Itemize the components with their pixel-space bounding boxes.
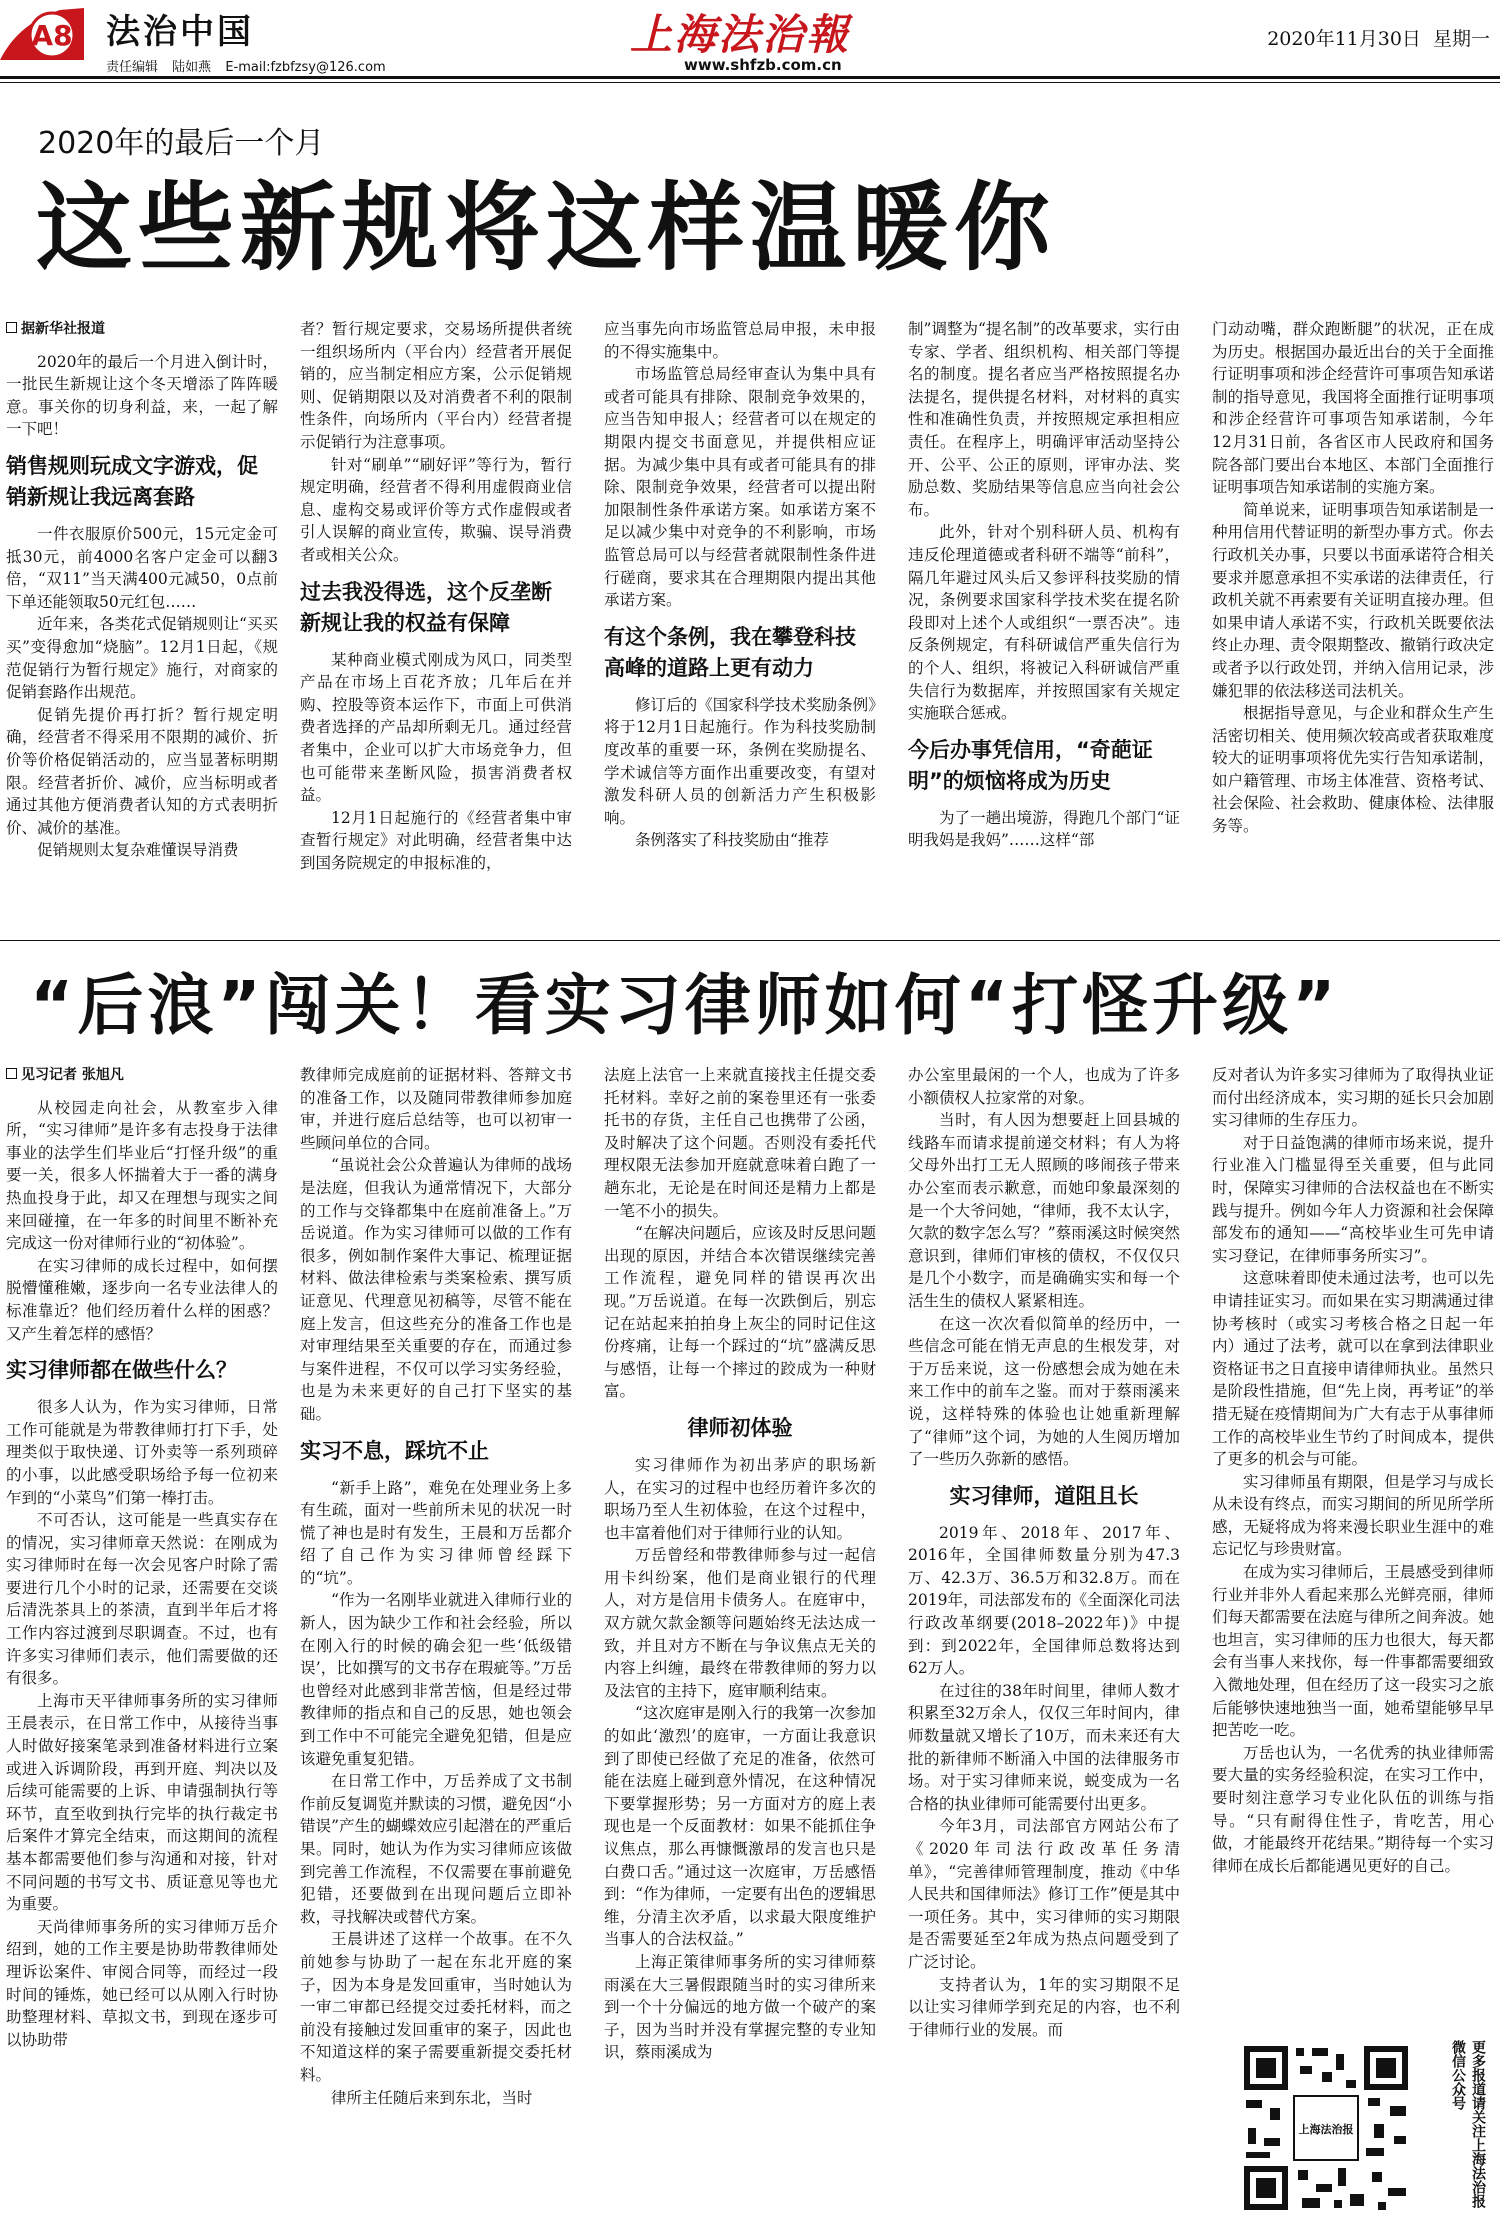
editor-line [106, 56, 396, 75]
article2-column-3 [604, 1064, 876, 2224]
paragraph: 当时，有人因为想要赶上回县城的线路车而请求提前递交材料；有人为将父母外出打工无人照顾的哆闹孩子带来办公室而表示歉意，而她印象最深刻的是一个大爷问她，“律师，我不太认字，欠款的数字怎么写？”蔡雨溪这时候突然意识到，律师们审核的债权，不仅仅只是几个小数字，而是确确实实和每一个活生生的债权人紧紧相连。 [908, 1111, 1180, 1310]
article1-column-5 [1212, 318, 1494, 928]
paragraph: 条例落实了科技奖励由“推荐 [635, 831, 829, 850]
article2-column-2 [300, 1064, 572, 2224]
subheading: 有这个条例，我在攀登科技高峰的道路上更有动力 [604, 624, 856, 680]
qr-block [1238, 2040, 1493, 2220]
editor-label: 责任编辑 [106, 60, 159, 75]
paragraph: 在过往的38年时间里，律师人数才积累至32万余人，仅仅三年时间内，律师数量就又增长了10万，而未来还有大批的新律师不断涌入中国的法律服务市场。对于实习律师来说，蜕变成为一名合格的执业律师可能需要付出更多。 [908, 1681, 1180, 1813]
paragraph: 教律师完成庭前的证据材料、答辩文书的准备工作，以及随同带教律师参加庭审，并进行庭后总结等，也可以初审一些顾问单位的合同。 [300, 1066, 572, 1152]
paragraph: 门动动嘴，群众跑断腿”的状况，正在成为历史。根据国办最近出台的关于全面推行证明事项和涉企经营许可事项告知承诺制的指导意见，我国将全面推行证明事项和涉企经营许可事项告知承诺制，今年12月31日前，各省区市人民政府和国务院各部门要出台本地区、本部门全面推行证明事项告知承诺制的实施方案。 [1212, 320, 1494, 497]
paragraph: 今年3月，司法部官方网站公布了《2020年司法行政改革任务清单》，“完善律师管理制度，推动《中华人民共和国律师法》修订工作”便是其中一项任务。其中，实习律师的实习期限是否需要延至2年成为热点问题受到了广泛讨论。 [908, 1817, 1180, 1971]
paragraph: 这意味着即使未通过法考，也可以先申请挂证实习。而如果在实习期满通过律协考核时（或实习考核合格之日起一年内）通过了法考，就可以在拿到法律职业资格证书之日直接申请律师执业。虽然只是阶段性措施，但“先上岗，再考证”的举措无疑在疫情期间为广大有志于从事律师工作的高校毕业生节约了时间成本，提供了更多的机会与可能。 [1212, 1269, 1494, 1469]
qr-center-label: 上海法治报 [1298, 2123, 1354, 2136]
paragraph: 法庭上法官一上来就直接找主任提交委托材料。幸好之前的案卷里还有一张委托书的存货，主任自己也携带了公函，及时解决了这个问题。否则没有委托代理权限无法参加开庭就意味着白跑了一趟东北，无论是在时间还是精力上都是一笔不小的损失。 [604, 1066, 876, 1220]
article2-column-5 [1212, 1064, 1494, 2032]
paragraph: 2020年的最后一个月进入倒计时，一批民生新规让这个冬天增添了阵阵暖意。事关你的切身利益，来，一起了解一下吧！ [6, 352, 278, 439]
paragraph: 反对者认为许多实习律师为了取得执业证而付出经济成本，实习期的延长只会加剧实习律师的生存压力。 [1212, 1066, 1494, 1130]
subheading: 今后办事凭信用，“奇葩证明”的烦恼将成为历史 [908, 737, 1153, 793]
article1-column-1 [6, 318, 278, 928]
subheading: 销售规则玩成文字游戏，促销新规让我远离套路 [6, 453, 258, 509]
subheading: 过去我没得选，这个反垄断新规让我的权益有保障 [300, 579, 552, 635]
paragraph: 在这一次次看似简单的经历中，一些信念可能在悄无声息的生根发芽，对于万岳来说，这一份感想会成为她在未来工作中的前车之鉴。而对于蔡雨溪来说，这样特殊的体验也让她重新理解了“律师”这个词，为她的人生阅历增加了一些历久弥新的感悟。 [908, 1314, 1180, 1469]
subheading: 实习律师，道阻且长 [949, 1483, 1139, 1508]
newspaper-name-logo: 上海法治報 [630, 10, 851, 59]
paragraph: 不可否认，这可能是一些真实存在的情况，实习律师章天然说：在刚成为实习律师时在每一次会见客户时除了需要进行几个小时的记录，还需要在交谈后清洗茶具上的茶渍，直到半年后才将工作内容过渡到尽职调查。不过，也有许多实习律师们表示，他们需要做的还有很多。 [6, 1511, 278, 1688]
paragraph: 修订后的《国家科学技术奖励条例》将于12月1日起施行。作为科技奖励制度改革的重要一环，条例在奖励提名、学术诚信等方面作出重要改变，有望对激发科研人员的创新活力产生积极影响。 [604, 695, 876, 827]
article1-column-2 [300, 318, 572, 928]
paragraph: “虽说社会公众普遍认为律师的战场是法庭，但我认为通常情况下，大部分的工作与交锋都集中在庭前准备上。”万岳说道。作为实习律师可以做的工作有很多，例如制作案件大事记、梳理证据材料、做法律检索与类案检索、撰写质证意见、代理意见初稿等，尽管不能在庭上发言，但这些充分的准备工作也是对审理结果至关重要的存在，而通过参与案件进程，不仅可以学习实务经验，也是为未来更好的自己打下坚实的基础。 [300, 1156, 572, 1423]
article1-column-3 [604, 318, 876, 928]
paragraph: 为了一趟出境游，得跑几个部门“证明我妈是我妈”……这样“部 [908, 808, 1180, 850]
article2-column-4 [908, 1064, 1180, 2224]
paragraph: 对于日益饱满的律师市场来说，提升行业准入门槛显得至关重要，但与此同时，保障实习律师的合法权益也在不断实践与提升。例如今年人力资源和社会保障部发布的通知——“高校毕业生可先申请实习登记，在律师事务所实习”。 [1212, 1133, 1494, 1265]
article1-byline: 据新华社报道 [6, 318, 278, 341]
paragraph: 万岳也认为，一名优秀的执业律师需要大量的实务经验积淀，在实习工作中，要时刻注意学习专业化队伍的训练与指导。“只有耐得住性子，肯吃苦，用心做，才能最终开花结果。”期待每一个实习律师在成长后都能遇见更好的自己。 [1212, 1743, 1494, 1875]
paragraph: 某种商业模式刚成为风口，同类型产品在市场上百花齐放；几年后在并购、控股等资本运作下，市面上可供消费者选择的产品却所剩无几。通过经营者集中，企业可以扩大市场竞争力，但也可能带来垄断风险，损害消费者权益。 [300, 650, 572, 805]
article2-byline: 见习记者 张旭凡 [6, 1064, 278, 1087]
paragraph: 根据指导意见，与企业和群众生产生活密切相关、使用频次较高或者获取难度较大的证明事项将优先实行告知承诺制，如户籍管理、市场主体准营、资格考试、社会保险、社会救助、健康体检、法律服务等。 [1212, 704, 1494, 836]
paragraph: 上海正策律师事务所的实习律师蔡雨溪在大三暑假跟随当时的实习律所来到一个十分偏远的地方做一个破产的案子，因为当时并没有掌握完整的专业知识，蔡雨溪成为 [604, 1952, 876, 2062]
article2-column-1 [6, 1064, 278, 2224]
paragraph: 促销先提价再打折？暂行规定明确，经营者不得采用不限期的减价、折价等价格促销活动的，应当显著标明期限。经营者折价、减价，应当标明或者通过其他方便消费者认知的方式表明折价、减价的基准。 [6, 705, 278, 837]
article1-column-4 [908, 318, 1180, 928]
paragraph: 此外，针对个别科研人员、机构有违反伦理道德或者科研不端等“前科”，隔几年避过风头后又参评科技奖励的情况，条例要求国家科学技术奖在提名阶段即对上述个人或组织“一票否决”。违反条例规定，有科研诚信严重失信行为的个人、组织，将被记入科研诚信严重失信行为数据库，并按照国家有关规定实施联合惩戒。 [908, 523, 1180, 723]
paragraph: 12月1日起施行的《经营者集中审查暂行规定》对此明确，经营者集中达到国务院规定的申报标准的， [300, 808, 572, 872]
paragraph: 应当事先向市场监管总局申报，未申报的不得实施集中。 [604, 320, 876, 361]
masthead [0, 0, 1500, 82]
issue-date [1261, 24, 1490, 51]
paragraph: 促销规则太复杂难懂误导消费 [37, 841, 239, 860]
article1-kicker: 2020年的最后一个月 [38, 126, 325, 161]
paragraph: 在日常工作中，万岳养成了文书制作前反复调览并默读的习惯，避免因“小错误”产生的蝴蝶效应引起潜在的严重后果。同时，她认为作为实习律师应该做到完善工作流程，不仅需要在事前避免犯错，还要做到在出现问题后立即补救，寻找解决或替代方案。 [300, 1772, 572, 1926]
section-divider [0, 940, 1500, 941]
paragraph: 支持者认为，1年的实习期限不足以让实习律师学到充足的内容，也不利于律师行业的发展。而 [908, 1975, 1180, 2039]
paragraph: 从校园走向社会，从教室步入律所，“实习律师”是许多有志投身于法律事业的法学生们毕业后“打怪升级”的重要一关，很多人怀揣着大于一番的满身热血投身于此，却又在理想与现实之间来回碰撞，在一年多的时间里不断补充完成这一份对律师行业的“初体验”。 [6, 1098, 278, 1253]
paragraph: 市场监管总局经审查认为集中具有或者可能具有排除、限制竞争效果的，应当告知申报人；经营者可以在规定的期限内提交书面意见，并提供相应证据。为减少集中具有或者可能具有的排除、限制竞争效果，经营者可以提出附加限制性条件承诺方案。如承诺方案不足以减少集中对竞争的不利影响，市场监管总局可以与经营者就限制性条件进行磋商，要求其在合理期限内提出其他承诺方案。 [604, 365, 876, 610]
qr-code-icon[interactable] [1238, 2040, 1414, 2216]
paragraph: 实习律师作为初出茅庐的职场新人，在实习的过程中也经历着许多次的职场乃至人生初体验，在这个过程中，也丰富着他们对于律师行业的认知。 [604, 1455, 876, 1542]
paragraph: 王晨讲述了这样一个故事。在不久前她参与协助了一起在东北开庭的案子，因为本身是发回重审，当时她认为一审二审都已经提交过委托材料，而之前没有接触过发回重审的案子，因此也不知道这样的案子需要重新提交委托材料。 [300, 1930, 572, 2084]
subheading: 律师初体验 [687, 1415, 793, 1440]
paragraph: 办公室里最闲的一个人，也成为了许多小额债权人拉家常的对象。 [908, 1066, 1180, 1107]
weekday-text: 星期一 [1432, 28, 1490, 50]
paragraph: 在实习律师的成长过程中，如何摆脱懵懂稚嫩，逐步向一名专业法律人的标准靠近？他们经历着什么样的困惑？又产生着怎样的感悟？ [6, 1256, 278, 1343]
article1-headline: 这些新规将这样温暖你 [36, 172, 1056, 284]
paragraph: 针对“刷单”“刷好评”等行为，暂行规定明确，经营者不得利用虚假商业信息、虚构交易或评价等方式作虚假或者引人误解的商业宣传，欺骗、误导消费者或相关公众。 [300, 455, 572, 564]
paragraph: 简单说来，证明事项告知承诺制是一种用信用代替证明的新型办事方式。你去行政机关办事，只要以书面承诺符合相关要求并愿意承担不实承诺的法律责任，行政机关就不再索要有关证明直接办理。但如果申请人承诺不实，行政机关既要依法终止办理、责令限期整改、撤销行政决定或者予以行政处罚，并纳入信用记录，涉嫌犯罪的依法移送司法机关。 [1212, 500, 1494, 700]
paragraph: 万岳曾经和带教律师参与过一起信用卡纠纷案，他们是商业银行的代理人，对方是信用卡债务人。在庭审中，双方就欠款金额等问题始终无法达成一致，并且对方不断在与争议焦点无关的内容上纠缠，最终在带教律师的努力以及法官的主持下，庭审顺利结束。 [604, 1546, 876, 1700]
subheading: 实习律师都在做些什么？ [6, 1358, 237, 1383]
paragraph: 一件衣服原价500元，15元定金可抵30元，前4000名客户定金可以翻3倍，“双11”当天满400元减50，0点前下单还能领取50元红包…… [6, 524, 278, 611]
paragraph: “作为一名刚毕业就进入律师行业的新人，因为缺少工作和社会经验，所以在刚入行的时候的确会犯一些‘低级错误’，比如撰写的文书存在瑕疵等。”万岳也曾经对此感到非常苦恼，但是经过带教律师的指点和自己的反思，她也领会到工作中不可能完全避免犯错，但是应该避免重复犯错。 [300, 1591, 572, 1768]
article2-headline: “后浪”闯关！看实习律师如何“打怪升级” [30, 967, 1340, 1044]
paragraph: 天尚律师事务所的实习律师万岳介绍到，她的工作主要是协助带教律师处理诉讼案件、审阅合同等，而经过一段时间的锤炼，她已经可以从刚入行时协助整理材料、草拟文书，到现在逐步可以协助带 [6, 1917, 278, 2049]
subheading: 实习不息，踩坑不止 [300, 1438, 489, 1463]
paragraph: “在解决问题后，应该及时反思问题出现的原因，并结合本次错误继续完善工作流程，避免同样的错误再次出现。”万岳说道。在每一次跌倒后，别忘记在站起来拍拍身上灰尘的同时记住这份疼痛，让每一个踩过的“坑”盛满反思与感悟，让每一个摔过的跤成为一种财富。 [604, 1224, 876, 1401]
date-text: 2020年11月30日 [1267, 28, 1421, 50]
page-number-badge [0, 2, 84, 62]
page-number: A8 [31, 19, 73, 52]
editor-name: 陆如燕 [172, 60, 212, 75]
masthead-rule-thick [0, 76, 1500, 79]
paragraph: 上海市天平律师事务所的实习律师王晨表示，在日常工作中，从接待当事人时做好接案笔录到准备材料进行立案或进入诉调阶段，再到开庭、判决以及后续可能需要的上诉、申请强制执行等环节，直至收到执行完毕的执行裁定书后案件才算完全结束，而这期间的流程基本都需要他们参与沟通和对接，针对不同问题的书写文书、质证意见等也尤为重要。 [6, 1691, 278, 1914]
paragraph: 很多人认为，作为实习律师，日常工作可能就是为带教律师打打下手，处理类似于取快递、订外卖等一系列琐碎的小事，以此感受职场给予每一位初来乍到的“小菜鸟”们第一棒打击。 [6, 1398, 278, 1507]
paragraph: “新手上路”，难免在处理业务上多有生疏，面对一些前所未见的状况一时慌了神也是时有发生，王晨和万岳都介绍了自己作为实习律师曾经踩下的“坑”。 [300, 1478, 572, 1587]
masthead-rule-thin [0, 82, 1500, 83]
paragraph: 2019年、2018年、2017年、2016年，全国律师数量分别为47.3万、42.3万、36.5万和32.8万。而在2019年，司法部发布的《全面深化司法行政改革纲要(2018–2022年)》中提到：到2022年，全国律师总数将达到62万人。 [908, 1523, 1180, 1678]
section-title: 法治中国 [106, 12, 254, 52]
paragraph: 者？暂行规定要求，交易场所提供者统一组织场所内（平台内）经营者开展促销的，应当制定相应方案，公示促销规则、促销期限以及对消费者不利的限制性条件，向场所内（平台内）经营者提示促销行为注意事项。 [300, 320, 572, 451]
editor-email: E-mail:fzbfzsy@126.com [225, 60, 386, 75]
paragraph: 律所主任随后来到东北，当时 [331, 2088, 533, 2107]
paragraph: 实习律师虽有期限，但是学习与成长从未设有终点，而实习期间的所见所学所感，无疑将成为将来漫长职业生涯中的难忘记忆与珍贵财富。 [1212, 1472, 1494, 1559]
paragraph: 在成为实习律师后，王晨感受到律师行业并非外人看起来那么光鲜亮丽，律师们每天都需要在法庭与律所之间奔波。她也坦言，实习律师的压力也很大，每天都会有当事人来找你，每一件事都需要细致入微地处理，但在经历了这一段实习之旅后能够快速地独当一面，她希望能够早早把苦吃一吃。 [1212, 1563, 1494, 1740]
qr-caption: 更多报道请关注上海法治报微信公众号 [1450, 2040, 1486, 2208]
paragraph: 近年来，各类花式促销规则让“买买买”变得愈加“烧脑”。12月1日起，《规范促销行为暂行规定》施行，对商家的促销套路作出规范。 [6, 615, 278, 702]
paragraph: “这次庭审是刚入行的我第一次参加的如此‘激烈’的庭审，一方面让我意识到了即使已经做了充足的准备，依然可能在法庭上碰到意外情况，在这种情况下要掌握形势；另一方面对方的庭上表现也是一个反面教材：如果不能抓住争议焦点，那么再慷慨激昂的发言也只是白费口舌。”通过这一次庭审，万岳感悟到：“作为律师，一定要有出色的逻辑思维，分清主次矛盾，以求最大限度维护当事人的合法权益。” [604, 1704, 876, 1949]
newspaper-url: www.shfzb.com.cn [684, 56, 842, 74]
paragraph: 制”调整为“提名制”的改革要求，实行由专家、学者、组织机构、相关部门等提名的制度。提名者应当严格按照提名办法提名，提供提名材料，对材料的真实性和准确性负责，并按照规定承担相应责任。在程序上，明确评审活动坚持公开、公平、公正的原则，评审办法、奖励总数、奖励结果等信息应当向社会公布。 [908, 320, 1180, 519]
